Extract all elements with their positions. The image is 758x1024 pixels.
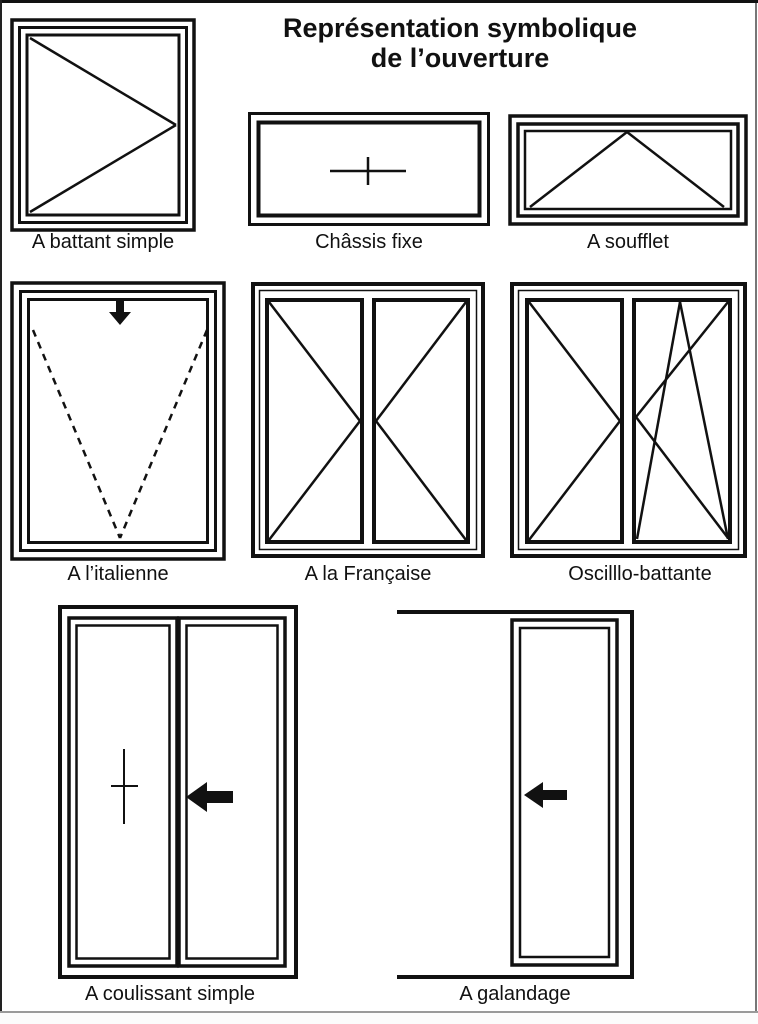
figure-soufflet [508,114,748,226]
figure-caption: A soufflet [587,231,669,253]
figure-caption: Oscilllo-battante [568,563,712,585]
window-frame [12,20,194,230]
coulissant-simple-diagram [58,605,298,979]
page-border-top [0,0,758,3]
opening-direction-lines [30,38,176,212]
figure-caption: A l’italienne [67,563,169,585]
figure-caption: A galandage [459,983,571,1005]
figure-caption: A battant simple [31,231,175,253]
cross-icon [111,749,138,824]
galandage-diagram [392,602,638,984]
opening-direction-lines [530,132,724,207]
opening-direction-dashed-lines [33,330,207,538]
figure-italienne [10,281,226,561]
figure-chassis-fixe [248,112,490,226]
figure-coulissant-simple [58,605,298,979]
soufflet-diagram [508,114,748,226]
figure-caption: Châssis fixe [315,231,423,253]
chassis-fixe-diagram [248,112,490,226]
page-title [230,13,690,73]
wall-pocket-lines [397,612,632,977]
title-line-1: Représentation symbolique [282,13,638,43]
battant-simple-diagram [10,18,196,232]
page-bottom-band [0,1013,758,1024]
page-border-left [0,0,2,1013]
figure-francaise [251,282,485,558]
window-frame [12,283,224,559]
left-arrow-icon [524,782,567,808]
oscillo-battante-diagram [510,282,747,558]
window-frame [60,607,296,977]
figure-oscillo-battante [510,282,747,558]
title-line-2: de l’ouverture [370,43,550,73]
down-arrow-icon [109,301,131,325]
figure-caption: A coulissant simple [84,983,256,1005]
francaise-diagram [251,282,485,558]
cross-icon [330,157,406,185]
italienne-diagram [10,281,226,561]
opening-direction-lines [529,302,728,540]
page-border-right [755,3,757,1013]
figure-battant-simple [10,18,196,232]
opening-direction-lines [269,302,466,540]
figure-galandage [392,602,638,984]
figure-caption: A la Française [304,563,432,585]
left-arrow-icon [186,782,233,812]
